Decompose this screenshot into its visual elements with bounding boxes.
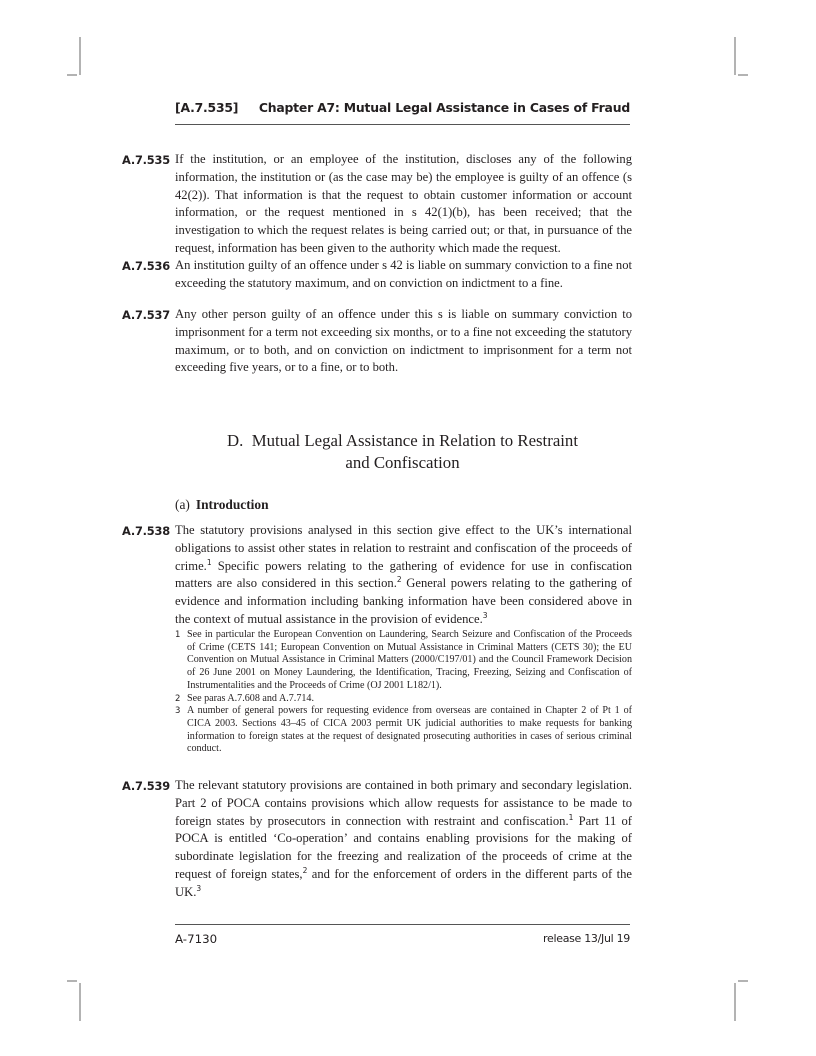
text-segment: Part 11 of POCA is entitled ‘Co-operation’ and contains enabling provisions for the making of subordinate legislation for the freezing and realization of the proceeds of crime at the request of foreign states, <box>175 813 632 881</box>
footnote-number: 2 <box>175 693 181 704</box>
paragraph-number: A.7.538 <box>122 524 170 538</box>
running-head <box>175 100 630 125</box>
footnote-text: A number of general powers for requesting evidence from overseas are contained in Chapter 2 of Pt 1 of CICA 2003. Sections 43–45 of CICA 2003 permit UK judicial authorities to make requests for banking information to foreign states at the request of designated prosecuting authorities in cases of serious criminal conduct. <box>187 705 632 755</box>
paragraph-text: An institution guilty of an offence under s 42 is liable on summary conviction to a fine not exceeding the statutory maximum, and on conviction on indictment to a fine. <box>175 258 632 290</box>
crop-mark-bottom-left-h <box>67 980 77 982</box>
footnote-1 <box>175 629 632 693</box>
subsection-title: Introduction <box>195 497 269 512</box>
crop-mark-top-right <box>734 37 736 75</box>
paragraph-number: A.7.536 <box>122 259 170 273</box>
footnote-ref[interactable]: 3 <box>196 883 202 893</box>
footnote-ref[interactable]: 1 <box>568 812 574 822</box>
text-segment: The relevant statutory provisions are contained in both primary and secondary legislation. Part 2 of POCA contains provisions which allow requests for assistance to be made to foreign states by prosecutors in connection with restraint and confiscation. <box>175 778 632 828</box>
paragraph-number: A.7.537 <box>122 308 170 322</box>
section-heading <box>175 430 630 474</box>
text-segment: and for the enforcement of orders in the different parts of the UK. <box>175 866 632 899</box>
footnote-ref[interactable]: 2 <box>302 865 308 875</box>
paragraph-number: A.7.535 <box>122 153 170 167</box>
crop-mark-top-left <box>79 37 81 75</box>
crop-mark-bottom-right-h <box>738 980 748 982</box>
crop-mark-top-right-h <box>738 74 748 76</box>
paragraph-text: If the institution, or an employee of the institution, discloses any of the following information, the institution or (as the case may be) the employee is guilty of an offence (s 42(2)). That information is that the request to obtain customer information or account information, or the request mentioned in s 42(1)(b), has been received; that the investigation to which the request relates is being carried out; or that, in pursuance of the request, information has been given to the authority which made the request. <box>175 152 632 255</box>
page-number: A-7130 <box>175 932 218 946</box>
header-chapter-title: Chapter A7: Mutual Legal Assistance in Cases of Fraud <box>258 100 630 115</box>
footnote-2 <box>175 693 632 706</box>
subsection-label: (a) <box>175 497 190 512</box>
release-info: release 13/Jul 19 <box>543 932 630 945</box>
paragraph-a7535 <box>122 151 632 258</box>
paragraph-text: Any other person guilty of an offence under this s is liable on summary conviction to imprisonment for a term not exceeding six months, or to a fine not exceeding the statutory maximum, or to both, and on conviction on indictment to imprisonment for a term not exceeding five years, or to a fine, or to both. <box>175 307 632 375</box>
footnote-ref[interactable]: 1 <box>206 557 212 567</box>
header-para-ref: [A.7.535] <box>175 100 239 115</box>
paragraph-number: A.7.539 <box>122 779 170 793</box>
section-title-line2: and Confiscation <box>345 453 460 472</box>
footnote-ref[interactable]: 2 <box>396 575 402 585</box>
text-segment: The statutory provisions analysed in this section give effect to the UK’s international obligations to assist other states in relation to restraint and confiscation of the proceeds of crime. <box>175 523 632 573</box>
text-segment: Specific powers relating to the gathering of evidence for use in confiscation matters are also considered in this section. <box>175 558 632 591</box>
footnote-text: See paras A.7.608 and A.7.714. <box>187 692 314 704</box>
section-letter: D. <box>227 431 244 450</box>
footnote-3 <box>175 705 632 756</box>
paragraph-text <box>175 777 632 902</box>
paragraph-text <box>175 522 632 629</box>
paragraph-a7539 <box>122 777 632 902</box>
subsection-heading <box>175 497 269 513</box>
footnote-ref[interactable]: 3 <box>482 610 488 620</box>
paragraph-a7537 <box>122 306 632 377</box>
text-segment: General powers relating to the gathering of evidence and information including banking information have been considered above in the context of mutual assistance in the provision of evidence. <box>175 576 632 626</box>
footnote-text: See in particular the European Convention on Laundering, Search Seizure and Confiscation of the Proceeds of Crime (CETS 141; European Convention on Mutual Assistance in Criminal Matters (CETS 30); the EU Convention on Mutual Assistance in Criminal Matters (2000/C197/01) and the Council Framework Decision of 26 June 2001 on Money Laundering, the Identification, Tracing, Freezing, Seizing and Confiscation of Instrumentalities and the Proceeds of Crime (OJ 2001 L182/1). <box>187 629 632 691</box>
footnotes <box>175 629 632 756</box>
section-title-line1: Mutual Legal Assistance in Relation to Restraint <box>251 431 578 450</box>
paragraph-a7538 <box>122 522 632 629</box>
crop-mark-bottom-right <box>734 983 736 1021</box>
crop-mark-bottom-left <box>79 983 81 1021</box>
footnote-number: 1 <box>175 630 181 640</box>
running-foot <box>175 924 630 946</box>
footnote-number: 3 <box>175 706 181 717</box>
crop-mark-top-left-h <box>67 74 77 76</box>
paragraph-a7536 <box>122 257 632 293</box>
